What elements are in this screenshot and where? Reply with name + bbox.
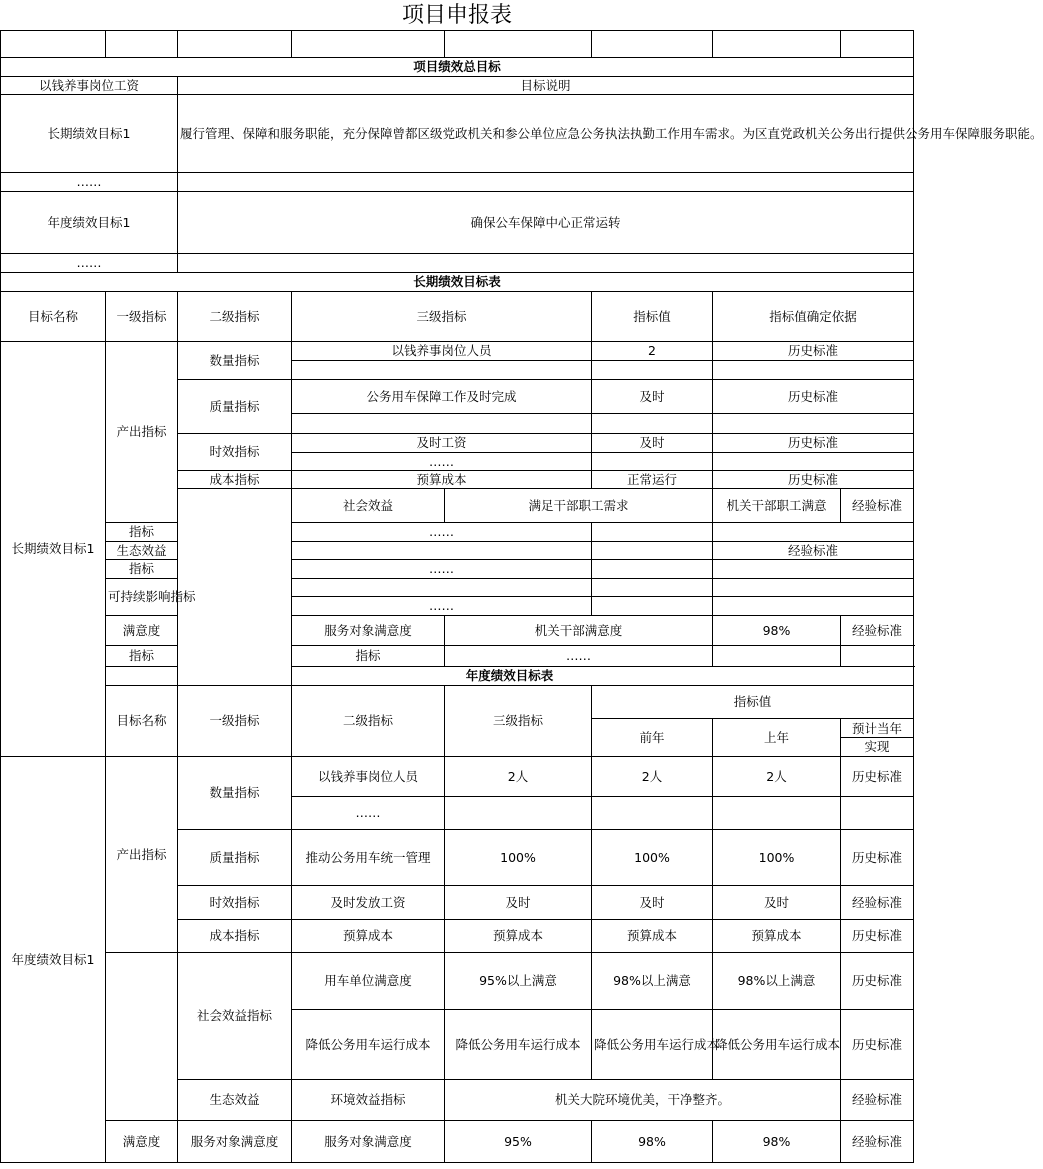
- an-t-exp: 及时: [713, 886, 841, 920]
- lt-e-basis: 经验标准: [713, 542, 914, 560]
- an-s2-basis: 历史标准: [841, 1010, 914, 1080]
- an-sat-item: 服务对象满意度: [292, 1121, 445, 1163]
- an-s2-item: 降低公务用车运行成本: [292, 1010, 445, 1080]
- an-quantity: 数量指标: [178, 757, 292, 830]
- an-s2-exp: 降低公务用车运行成本: [713, 1010, 841, 1080]
- an-header-expected-top: 预计当年: [841, 720, 913, 738]
- lt-quality: 质量指标: [178, 380, 292, 434]
- lt-indicator-c: 指标: [106, 646, 178, 667]
- page-title: 项目申报表: [401, 3, 512, 28]
- an-sat-exp: 98%: [713, 1121, 841, 1163]
- an-sat-prev: 95%: [445, 1121, 592, 1163]
- an-sat-level2: 服务对象满意度: [178, 1121, 292, 1163]
- lt-eco: 生态效益: [106, 542, 178, 560]
- lt-output: 产出指标: [106, 342, 178, 523]
- an-e-item: 环境效益指标: [292, 1080, 445, 1121]
- lt-t-value: 及时: [592, 434, 713, 453]
- an-t-item: 及时发放工资: [292, 886, 445, 920]
- an-ql-item: 推动公务用车统一管理: [292, 830, 445, 886]
- overall-col-right: 目标说明: [178, 77, 914, 95]
- an-header-expected-bottom: 实现: [864, 739, 890, 754]
- overall-annual-label: 年度绩效目标1: [1, 192, 178, 254]
- lt-timeliness: 时效指标: [178, 434, 292, 471]
- an-ql-basis: 历史标准: [841, 830, 914, 886]
- lt-header-level3: 三级指标: [292, 292, 592, 342]
- lt-last-ellipsis: ……: [445, 646, 713, 667]
- an-eco: 生态效益: [178, 1080, 292, 1121]
- an-goal-name: 年度绩效目标1: [1, 757, 106, 1163]
- an-c-exp: 预算成本: [713, 920, 841, 953]
- an-e-value: 机关大院环境优美，干净整齐。: [445, 1080, 841, 1121]
- table-row: [1, 646, 914, 667]
- table-row: [1, 523, 914, 542]
- lt-su-ellipsis: ……: [292, 597, 592, 616]
- lt-ql-item: 公务用车保障工作及时完成: [292, 380, 592, 414]
- lt-sustain: 可持续影响指标: [106, 579, 178, 616]
- lt-indicator-b: 指标: [106, 560, 178, 579]
- an-header-value: 指标值: [592, 686, 914, 719]
- lt-indicator-d: 指标: [292, 646, 445, 667]
- lt-sat-basis: 经验标准: [841, 616, 914, 646]
- lt-t-basis: 历史标准: [713, 434, 914, 453]
- long-term-section-title: 长期绩效目标表: [1, 273, 914, 292]
- overall-long-text: 履行管理、保障和服务职能，充分保障曾都区级党政机关和参公单位应急公务执法执勤工作用车需求。为区直党政机关公务出行提供公务用车保障服务职能。: [178, 95, 914, 173]
- an-s1-prev: 95%以上满意: [445, 953, 592, 1010]
- table-row: [1, 757, 914, 797]
- an-c-basis: 历史标准: [841, 920, 914, 953]
- lt-header-basis: 指标值确定依据: [713, 292, 914, 342]
- annual-header-row: [1, 686, 914, 719]
- lt-t-ellipsis: ……: [292, 453, 592, 471]
- lt-header-name: 目标名称: [1, 292, 106, 342]
- an-q-basis: 历史标准: [841, 757, 914, 797]
- lt-e-ellipsis: ……: [292, 560, 592, 579]
- annual-section-title: 年度绩效目标表: [106, 667, 914, 686]
- overall-long-label: 长期绩效目标1: [1, 95, 178, 173]
- an-header-level3: 三级指标: [445, 686, 592, 757]
- an-s1-exp: 98%以上满意: [713, 953, 841, 1010]
- lt-c-value: 正常运行: [592, 471, 713, 489]
- lt-c-basis: 历史标准: [713, 471, 914, 489]
- an-q-exp: 2人: [713, 757, 841, 797]
- overall-ellipsis-1: ……: [1, 173, 178, 192]
- overall-annual-text: 确保公车保障中心正常运转: [178, 192, 914, 254]
- table-row: [1, 542, 914, 560]
- an-t-basis: 经验标准: [841, 886, 914, 920]
- report-table: [0, 30, 1043, 1163]
- lt-s-ellipsis: ……: [292, 523, 592, 542]
- an-sat-basis: 经验标准: [841, 1121, 914, 1163]
- lt-c-item: 预算成本: [292, 471, 592, 489]
- an-t-prev: 及时: [445, 886, 592, 920]
- overall-section-title: 项目绩效总目标: [1, 58, 914, 77]
- lt-s-item: 满足干部职工需求: [445, 489, 713, 523]
- lt-sat-item: 机关干部满意度: [445, 616, 713, 646]
- long-term-header-row: [1, 292, 914, 342]
- an-s2-last: 降低公务用车运行成本: [592, 1010, 713, 1080]
- an-satisfaction: 满意度: [106, 1121, 178, 1163]
- an-header-level1: 一级指标: [178, 686, 292, 757]
- lt-s-value: 机关干部职工满意: [713, 489, 841, 523]
- lt-satisfaction: 满意度: [106, 616, 178, 646]
- lt-social: 社会效益: [292, 489, 445, 523]
- an-ql-last: 100%: [592, 830, 713, 886]
- lt-header-value: 指标值: [592, 292, 713, 342]
- an-ql-exp: 100%: [713, 830, 841, 886]
- an-timeliness: 时效指标: [178, 886, 292, 920]
- table-row: [1, 616, 914, 646]
- lt-s-basis: 经验标准: [841, 489, 914, 523]
- lt-q-item: 以钱养事岗位人员: [292, 342, 592, 361]
- lt-ql-value: 及时: [592, 380, 713, 414]
- table-row: [1, 953, 914, 1010]
- an-sat-last: 98%: [592, 1121, 713, 1163]
- lt-t-item: 及时工资: [292, 434, 592, 453]
- lt-indicator-a: 指标: [106, 523, 178, 542]
- overall-ellipsis-2: ……: [1, 254, 178, 273]
- an-ql-prev: 100%: [445, 830, 592, 886]
- an-output: 产出指标: [106, 757, 178, 953]
- an-q-ellipsis: ……: [292, 797, 445, 830]
- table-row: [1, 1121, 914, 1163]
- an-q-prev: 2人: [445, 757, 592, 797]
- an-quality: 质量指标: [178, 830, 292, 886]
- lt-goal-name: 长期绩效目标1: [1, 342, 106, 757]
- an-q-last: 2人: [592, 757, 713, 797]
- lt-cost: 成本指标: [178, 471, 292, 489]
- table-row: [1, 579, 914, 597]
- an-s1-item: 用车单位满意度: [292, 953, 445, 1010]
- lt-header-level1: 一级指标: [106, 292, 178, 342]
- an-s2-prev: 降低公务用车运行成本: [445, 1010, 592, 1080]
- an-header-name: 目标名称: [106, 686, 178, 757]
- lt-sat-level2: 服务对象满意度: [292, 616, 445, 646]
- lt-sat-value: 98%: [713, 616, 841, 646]
- blank-row: [1, 31, 914, 58]
- an-e-basis: 经验标准: [841, 1080, 914, 1121]
- an-t-last: 及时: [592, 886, 713, 920]
- an-header-last-year: 上年: [713, 719, 841, 757]
- an-cost: 成本指标: [178, 920, 292, 953]
- lt-q-basis: 历史标准: [713, 342, 914, 361]
- an-c-last: 预算成本: [592, 920, 713, 953]
- overall-col-left: 以钱养事岗位工资: [1, 77, 178, 95]
- an-q-item: 以钱养事岗位人员: [292, 757, 445, 797]
- an-c-item: 预算成本: [292, 920, 445, 953]
- an-header-prev-year: 前年: [592, 719, 713, 757]
- an-s1-basis: 历史标准: [841, 953, 914, 1010]
- lt-ql-basis: 历史标准: [713, 380, 914, 414]
- an-c-prev: 预算成本: [445, 920, 592, 953]
- lt-quantity: 数量指标: [178, 342, 292, 380]
- table-row: [1, 560, 914, 579]
- an-header-level2: 二级指标: [292, 686, 445, 757]
- an-s1-last: 98%以上满意: [592, 953, 713, 1010]
- lt-header-level2: 二级指标: [178, 292, 292, 342]
- an-social: 社会效益指标: [178, 953, 292, 1080]
- table-row: [1, 342, 914, 361]
- lt-q-value: 2: [592, 342, 713, 361]
